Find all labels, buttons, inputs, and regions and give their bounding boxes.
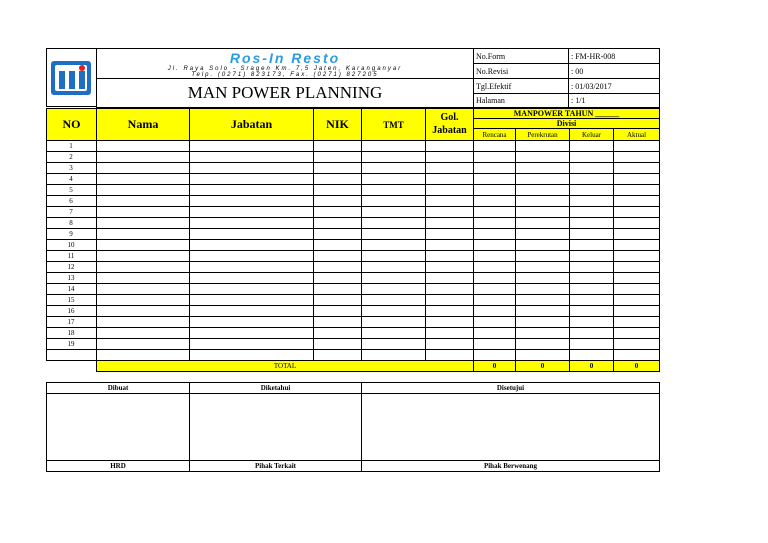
header-gol: Gol. — [440, 112, 459, 123]
row-number: 6 — [69, 197, 73, 205]
company-contact: Telp. (0271) 823173, Fax. (0271) 827205 — [191, 72, 379, 78]
table-row[interactable] — [46, 206, 660, 217]
total-aktual: 0 — [613, 360, 660, 372]
sig-diketahui: Diketahui — [189, 382, 362, 394]
info-label-efektif: Tgl.Efektif — [473, 78, 569, 94]
header-rencana: Rencana — [473, 128, 516, 141]
table-row[interactable] — [46, 217, 660, 228]
logo-box — [46, 48, 97, 107]
row-number: 4 — [69, 175, 73, 183]
company-address: Jl. Raya Solo - Sragen Km. 7,5 Jaten, Karanganyar — [167, 66, 403, 72]
sig-hrd: HRD — [46, 460, 190, 472]
info-value-form: : FM-HR-008 — [568, 48, 660, 64]
table-row[interactable] — [46, 239, 660, 250]
row-number: 1 — [69, 142, 73, 150]
header-jabatan: Jabatan — [189, 108, 314, 141]
form-title-box — [96, 78, 474, 108]
row-grid — [46, 140, 660, 361]
row-number: 10 — [67, 241, 75, 249]
total-label: TOTAL — [96, 360, 474, 372]
table-row[interactable] — [46, 162, 660, 173]
row-number: 7 — [69, 208, 73, 216]
table-row[interactable] — [46, 195, 660, 206]
sig-space-disetujui[interactable] — [361, 393, 660, 461]
row-number: 12 — [67, 263, 75, 271]
total-perekrutan: 0 — [515, 360, 570, 372]
row-number: 3 — [69, 164, 73, 172]
header-no: NO — [46, 108, 97, 141]
table-row[interactable] — [46, 327, 660, 338]
info-label-halaman: Halaman — [473, 93, 569, 108]
info-value-halaman: : 1/1 — [568, 93, 660, 108]
row-number: 14 — [67, 285, 75, 293]
row-number: 2 — [69, 153, 73, 161]
table-row[interactable] — [46, 294, 660, 305]
table-row[interactable] — [46, 184, 660, 195]
table-row[interactable] — [46, 261, 660, 272]
row-number: 18 — [67, 329, 75, 337]
company-header — [96, 48, 474, 79]
table-row[interactable] — [46, 272, 660, 283]
total-rencana: 0 — [473, 360, 516, 372]
row-number: 13 — [67, 274, 75, 282]
row-number: 11 — [67, 252, 75, 260]
sig-space-dibuat[interactable] — [46, 393, 190, 461]
form-title: MAN POWER PLANNING — [187, 83, 383, 102]
table-row[interactable] — [46, 316, 660, 327]
header-gol-jabatan-label: Jabatan — [432, 125, 467, 136]
table-row[interactable] — [46, 250, 660, 261]
table-body — [46, 140, 660, 361]
sig-pihak-terkait: Pihak Terkait — [189, 460, 362, 472]
company-name: Ros-In Resto — [229, 50, 341, 66]
table-row[interactable] — [46, 228, 660, 239]
table-row[interactable] — [46, 173, 660, 184]
header-tmt: TMT — [361, 108, 426, 141]
row-number: 15 — [67, 296, 75, 304]
row-number: 5 — [69, 186, 73, 194]
total-keluar: 0 — [569, 360, 614, 372]
header-nama: Nama — [96, 108, 190, 141]
sig-pihak-berwenang: Pihak Berwenang — [361, 460, 660, 472]
header-aktual: Aktual — [613, 128, 660, 141]
header-nik: NIK — [313, 108, 362, 141]
company-logo-icon — [47, 49, 96, 106]
header-keluar: Keluar — [569, 128, 614, 141]
header-gol-jabatan — [425, 108, 474, 141]
header-divisi: Divisi — [473, 118, 660, 129]
row-number: 17 — [67, 318, 75, 326]
sig-space-diketahui[interactable] — [189, 393, 362, 461]
info-value-revisi: : 00 — [568, 63, 660, 79]
row-number: 8 — [69, 219, 73, 227]
table-row[interactable] — [46, 305, 660, 316]
row-number: 16 — [67, 307, 75, 315]
header-perekrutan: Perekrutan — [515, 128, 570, 141]
table-row[interactable] — [46, 283, 660, 294]
sig-dibuat: Dibuat — [46, 382, 190, 394]
row-number: 19 — [67, 340, 75, 348]
table-row[interactable] — [46, 349, 660, 360]
table-row[interactable] — [46, 338, 660, 349]
info-value-efektif: : 01/03/2017 — [568, 78, 660, 94]
header-manpower: MANPOWER TAHUN ______ — [473, 108, 660, 119]
sig-disetujui: Disetujui — [361, 382, 660, 394]
info-label-form: No.Form — [473, 48, 569, 64]
info-label-revisi: No.Revisi — [473, 63, 569, 79]
table-row[interactable] — [46, 151, 660, 162]
table-row[interactable] — [46, 140, 660, 151]
row-number: 9 — [69, 230, 73, 238]
